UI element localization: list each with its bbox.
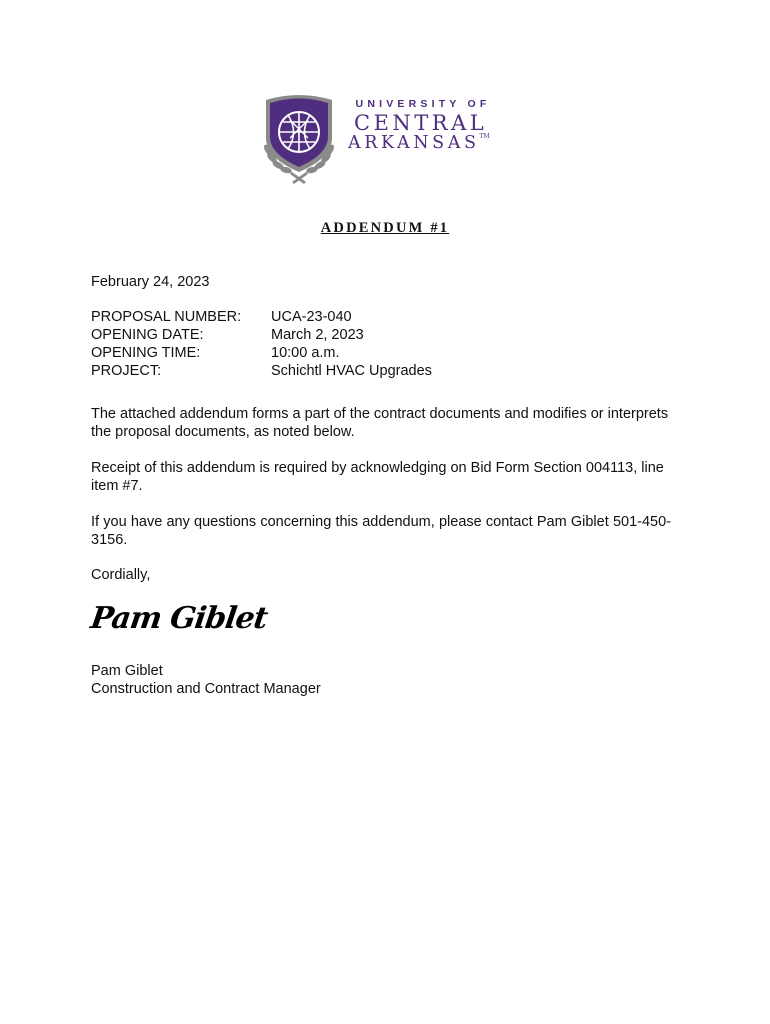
detail-value: Schichtl HVAC Upgrades: [271, 363, 432, 379]
university-logo: [258, 92, 518, 184]
detail-value: March 2, 2023: [271, 327, 364, 343]
logo-line-university-of: UNIVERSITY OF: [355, 98, 491, 110]
signer-title: Construction and Contract Manager: [91, 681, 321, 697]
paragraph-receipt-requirement: Receipt of this addendum is required by acknowledging on Bid Form Section 004113, line item #7.: [91, 460, 664, 494]
logo-line-arkansas: ARKANSAS™: [348, 133, 490, 153]
detail-row-opening-date: [91, 326, 432, 344]
detail-row-project: [91, 362, 432, 380]
signer-block: [91, 662, 321, 698]
paragraph-addendum-scope: The attached addendum forms a part of the contract documents and modifies or interprets the proposal documents, as noted below.: [91, 406, 669, 440]
detail-row-proposal-number: [91, 308, 432, 326]
detail-label: OPENING TIME:: [91, 345, 201, 361]
addendum-heading: ADDENDUM #1: [320, 220, 450, 236]
detail-value: 10:00 a.m.: [271, 345, 340, 361]
trademark-symbol: TM: [479, 133, 490, 140]
paragraph-contact-info: If you have any questions concerning this addendum, please contact Pam Giblet 501-450-3156.: [91, 514, 671, 548]
handwritten-signature: Pam Giblet: [88, 601, 270, 636]
university-wordmark: [348, 98, 518, 153]
document-date: February 24, 2023: [91, 274, 210, 290]
detail-label: OPENING DATE:: [91, 327, 204, 343]
university-shield-icon: [258, 92, 340, 184]
detail-value: UCA-23-040: [271, 309, 352, 325]
proposal-details: [91, 308, 432, 380]
detail-label: PROJECT:: [91, 363, 162, 379]
detail-label: PROPOSAL NUMBER:: [91, 309, 242, 325]
logo-line-central: CENTRAL: [354, 111, 488, 135]
detail-row-opening-time: [91, 344, 432, 362]
signer-name: Pam Giblet: [91, 663, 163, 679]
closing-salutation: Cordially,: [91, 567, 151, 583]
